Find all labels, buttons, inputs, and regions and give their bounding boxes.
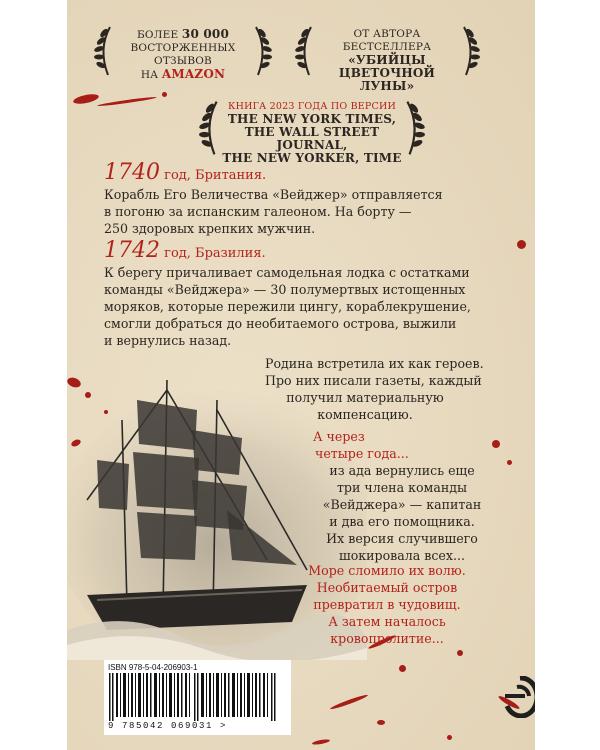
laurel-wreath-icon — [403, 98, 425, 158]
laurel-wreath-icon — [94, 25, 114, 77]
text-line: моряков, которые пережили цингу, кораблекрушение, — [104, 299, 471, 314]
award-text: КНИГА 2023 ГОДА ПО ВЕРСИИ — [228, 101, 396, 112]
eksmo-logo-icon — [503, 676, 535, 718]
text-line: из ада вернулись еще — [329, 463, 475, 478]
laurel-wreath-icon — [460, 25, 480, 77]
text-line: и два его помощника. — [329, 514, 475, 529]
text-line: кровопролитие... — [330, 631, 444, 646]
section-heroes-text — [265, 355, 484, 423]
section-1740-heading — [104, 160, 266, 185]
text-line: компенсацию. — [317, 407, 413, 422]
section-1740-text — [104, 186, 443, 237]
award-text: ОТ АВТОРА БЕСТСЕЛЛЕРА — [342, 28, 432, 53]
isbn-barcode-box — [104, 660, 291, 735]
year: 1742 — [104, 238, 160, 263]
place: год, Британия. — [160, 168, 267, 183]
text-line: четыре года... — [315, 446, 409, 461]
text-line: Море сломило их волю. — [308, 563, 466, 578]
award-amazon — [113, 28, 253, 82]
text-line: в погоню за испанским галеоном. На борту — — [104, 204, 412, 219]
text-line: команды «Вейджера» — 30 полумертвых истощенных — [104, 282, 466, 297]
text-line: получил материальную — [286, 390, 444, 405]
text-line: превратил в чудовищ. — [313, 597, 461, 612]
book-back-cover — [67, 0, 535, 750]
barcode-icon — [109, 673, 286, 721]
award-title: THE NEW YORK TIMES, — [227, 112, 397, 126]
text-line: «Вейджера» — капитан — [322, 497, 482, 512]
award-brand: AMAZON — [161, 67, 226, 81]
section-conclusion-text — [292, 562, 482, 647]
award-text: БОЛЕЕ — [136, 29, 179, 41]
award-book-of-year — [217, 100, 407, 165]
isbn-label: ISBN 978-5-04-206903-1 — [108, 663, 198, 672]
barcode-digits: 9 785042 069031 > — [108, 721, 228, 731]
section-1742-heading — [104, 238, 266, 263]
section-four-years-text — [307, 428, 497, 564]
text-line: К берегу причаливает самодельная лодка с остатками — [104, 265, 470, 280]
award-text: ВОСТОРЖЕННЫХ ОТЗЫВОВ — [130, 42, 236, 67]
text-line: Родина встретила их как героев. — [265, 356, 484, 371]
award-title: ЛУНЫ» — [359, 79, 415, 93]
award-title: THE NEW YORKER, TIME — [222, 151, 402, 165]
text-line: смогли добраться до необитаемого острова, выжили — [104, 316, 457, 331]
text-line: и вернулись назад. — [104, 333, 232, 348]
text-line: А через — [313, 429, 365, 444]
text-line: три члена команды — [336, 480, 468, 495]
award-number: 30 000 — [181, 27, 230, 41]
text-line: Необитаемый остров — [316, 580, 458, 595]
text-line: шокировала всех... — [338, 548, 466, 563]
text-line: Их версия случившего — [326, 531, 478, 546]
award-author — [312, 28, 462, 93]
year: 1740 — [104, 160, 160, 185]
place: год, Бразилия. — [160, 246, 266, 261]
laurel-wreath-icon — [252, 25, 272, 77]
award-title: THE WALL STREET JOURNAL, — [244, 125, 380, 152]
text-line: А затем началось — [328, 614, 446, 629]
text-line: Корабль Его Величества «Вейджер» отправляется — [104, 187, 443, 202]
section-1742-text — [104, 264, 471, 349]
award-title: «УБИЙЦЫ ЦВЕТОЧНОЙ — [338, 53, 436, 80]
award-text: НА — [140, 69, 159, 81]
text-line: 250 здоровых крепких мужчин. — [104, 221, 316, 236]
text-line: Про них писали газеты, каждый — [265, 373, 482, 388]
